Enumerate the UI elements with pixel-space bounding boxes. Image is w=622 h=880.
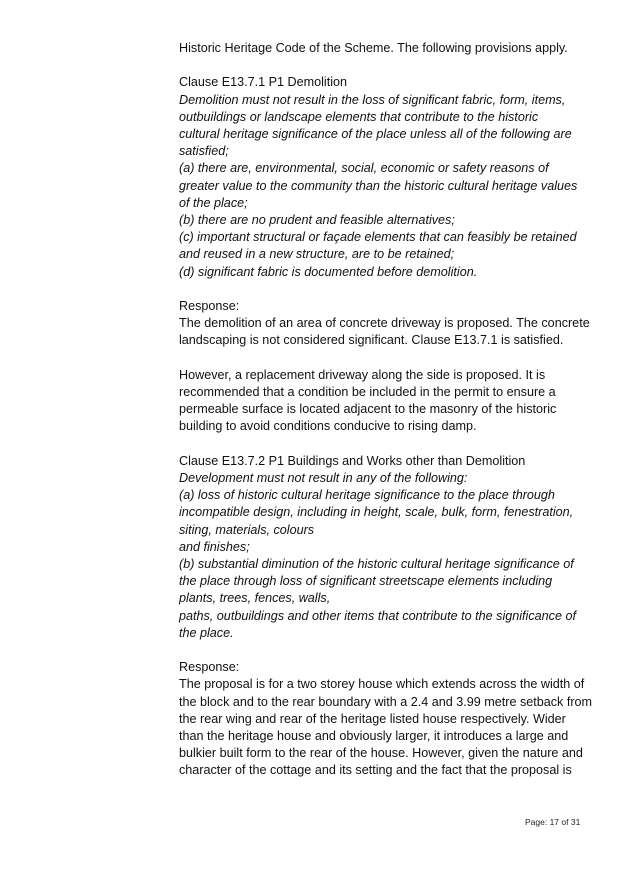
response-label: Response: — [179, 299, 240, 314]
provision-line: incompatible design, including in height, scale, bulk, form, fenestration, — [179, 505, 574, 520]
clause-provision-e13-7-1 — [179, 92, 599, 281]
response-paragraph — [179, 676, 599, 779]
spacer — [179, 642, 599, 659]
spacer — [179, 350, 599, 367]
provision-line: paths, outbuildings and other items that contribute to the significance of — [179, 608, 576, 623]
response-label: Response: — [179, 660, 240, 675]
response-line: recommended that a condition be included in the permit to ensure a — [179, 385, 556, 400]
response-line: landscaping is not considered significant. Clause E13.7.1 is satisfied. — [179, 333, 564, 348]
response-line: However, a replacement driveway along the side is proposed. It is — [179, 367, 546, 382]
response-line: the block and to the rear boundary with a 2.4 and 3.99 metre setback from — [179, 694, 593, 709]
response-paragraph — [179, 315, 599, 349]
provision-line: and reused in a new structure, are to be retained; — [179, 247, 455, 262]
response-line: The proposal is for a two storey house which extends across the width of — [179, 677, 585, 692]
response-line: than the heritage house and obviously larger, it introduces a large and — [179, 729, 569, 744]
document-page — [179, 40, 599, 780]
provision-line: (c) important structural or façade elements that can feasibly be retained — [179, 230, 577, 245]
clause-heading-e13-7-1: Clause E13.7.1 P1 Demolition — [179, 75, 348, 90]
provision-line: the place. — [179, 625, 234, 640]
provision-line: of the place; — [179, 195, 248, 210]
provision-line: cultural heritage significance of the place unless all of the following are — [179, 127, 572, 141]
clause-provision-e13-7-2 — [179, 470, 599, 642]
provision-line: (a) there are, environmental, social, economic or safety reasons of — [179, 161, 549, 176]
spacer — [179, 436, 599, 453]
provision-line: satisfied; — [179, 144, 229, 159]
clause-heading-e13-7-2: Clause E13.7.2 P1 Buildings and Works other than Demolition — [179, 453, 526, 468]
provision-line: greater value to the community than the historic cultural heritage values — [179, 178, 578, 193]
provision-line: and finishes; — [179, 539, 250, 554]
intro-text: Historic Heritage Code of the Scheme. The following provisions apply. — [179, 41, 568, 55]
provision-line: plants, trees, fences, walls, — [179, 591, 331, 606]
provision-line: the place through loss of significant streetscape elements including — [179, 574, 553, 589]
response-line: character of the cottage and its setting and the fact that the proposal is — [179, 763, 572, 778]
response-paragraph — [179, 367, 599, 436]
provision-line: (d) significant fabric is documented before demolition. — [179, 264, 478, 279]
provision-line: Demolition must not result in the loss of significant fabric, form, items, — [179, 92, 566, 107]
provision-line: siting, materials, colours — [179, 522, 315, 537]
provision-line: Development must not result in any of the following: — [179, 471, 468, 486]
response-line: building to avoid conditions conducive to rising damp. — [179, 419, 477, 434]
provision-line: (b) there are no prudent and feasible alternatives; — [179, 213, 455, 228]
page-number: Page: 17 of 31 — [525, 817, 581, 827]
spacer — [179, 281, 599, 298]
response-line: the rear wing and rear of the heritage listed house respectively. Wider — [179, 711, 566, 726]
spacer — [179, 57, 599, 74]
provision-line: (b) substantial diminution of the historic cultural heritage significance of — [179, 557, 574, 572]
response-line: The demolition of an area of concrete driveway is proposed. The concrete — [179, 316, 590, 331]
provision-line: (a) loss of historic cultural heritage significance to the place through — [179, 488, 555, 503]
response-line: permeable surface is located adjacent to the masonry of the historic — [179, 402, 557, 417]
response-line: bulkier built form to the rear of the house. However, given the nature and — [179, 746, 583, 761]
provision-line: outbuildings or landscape elements that contribute to the historic — [179, 109, 539, 124]
